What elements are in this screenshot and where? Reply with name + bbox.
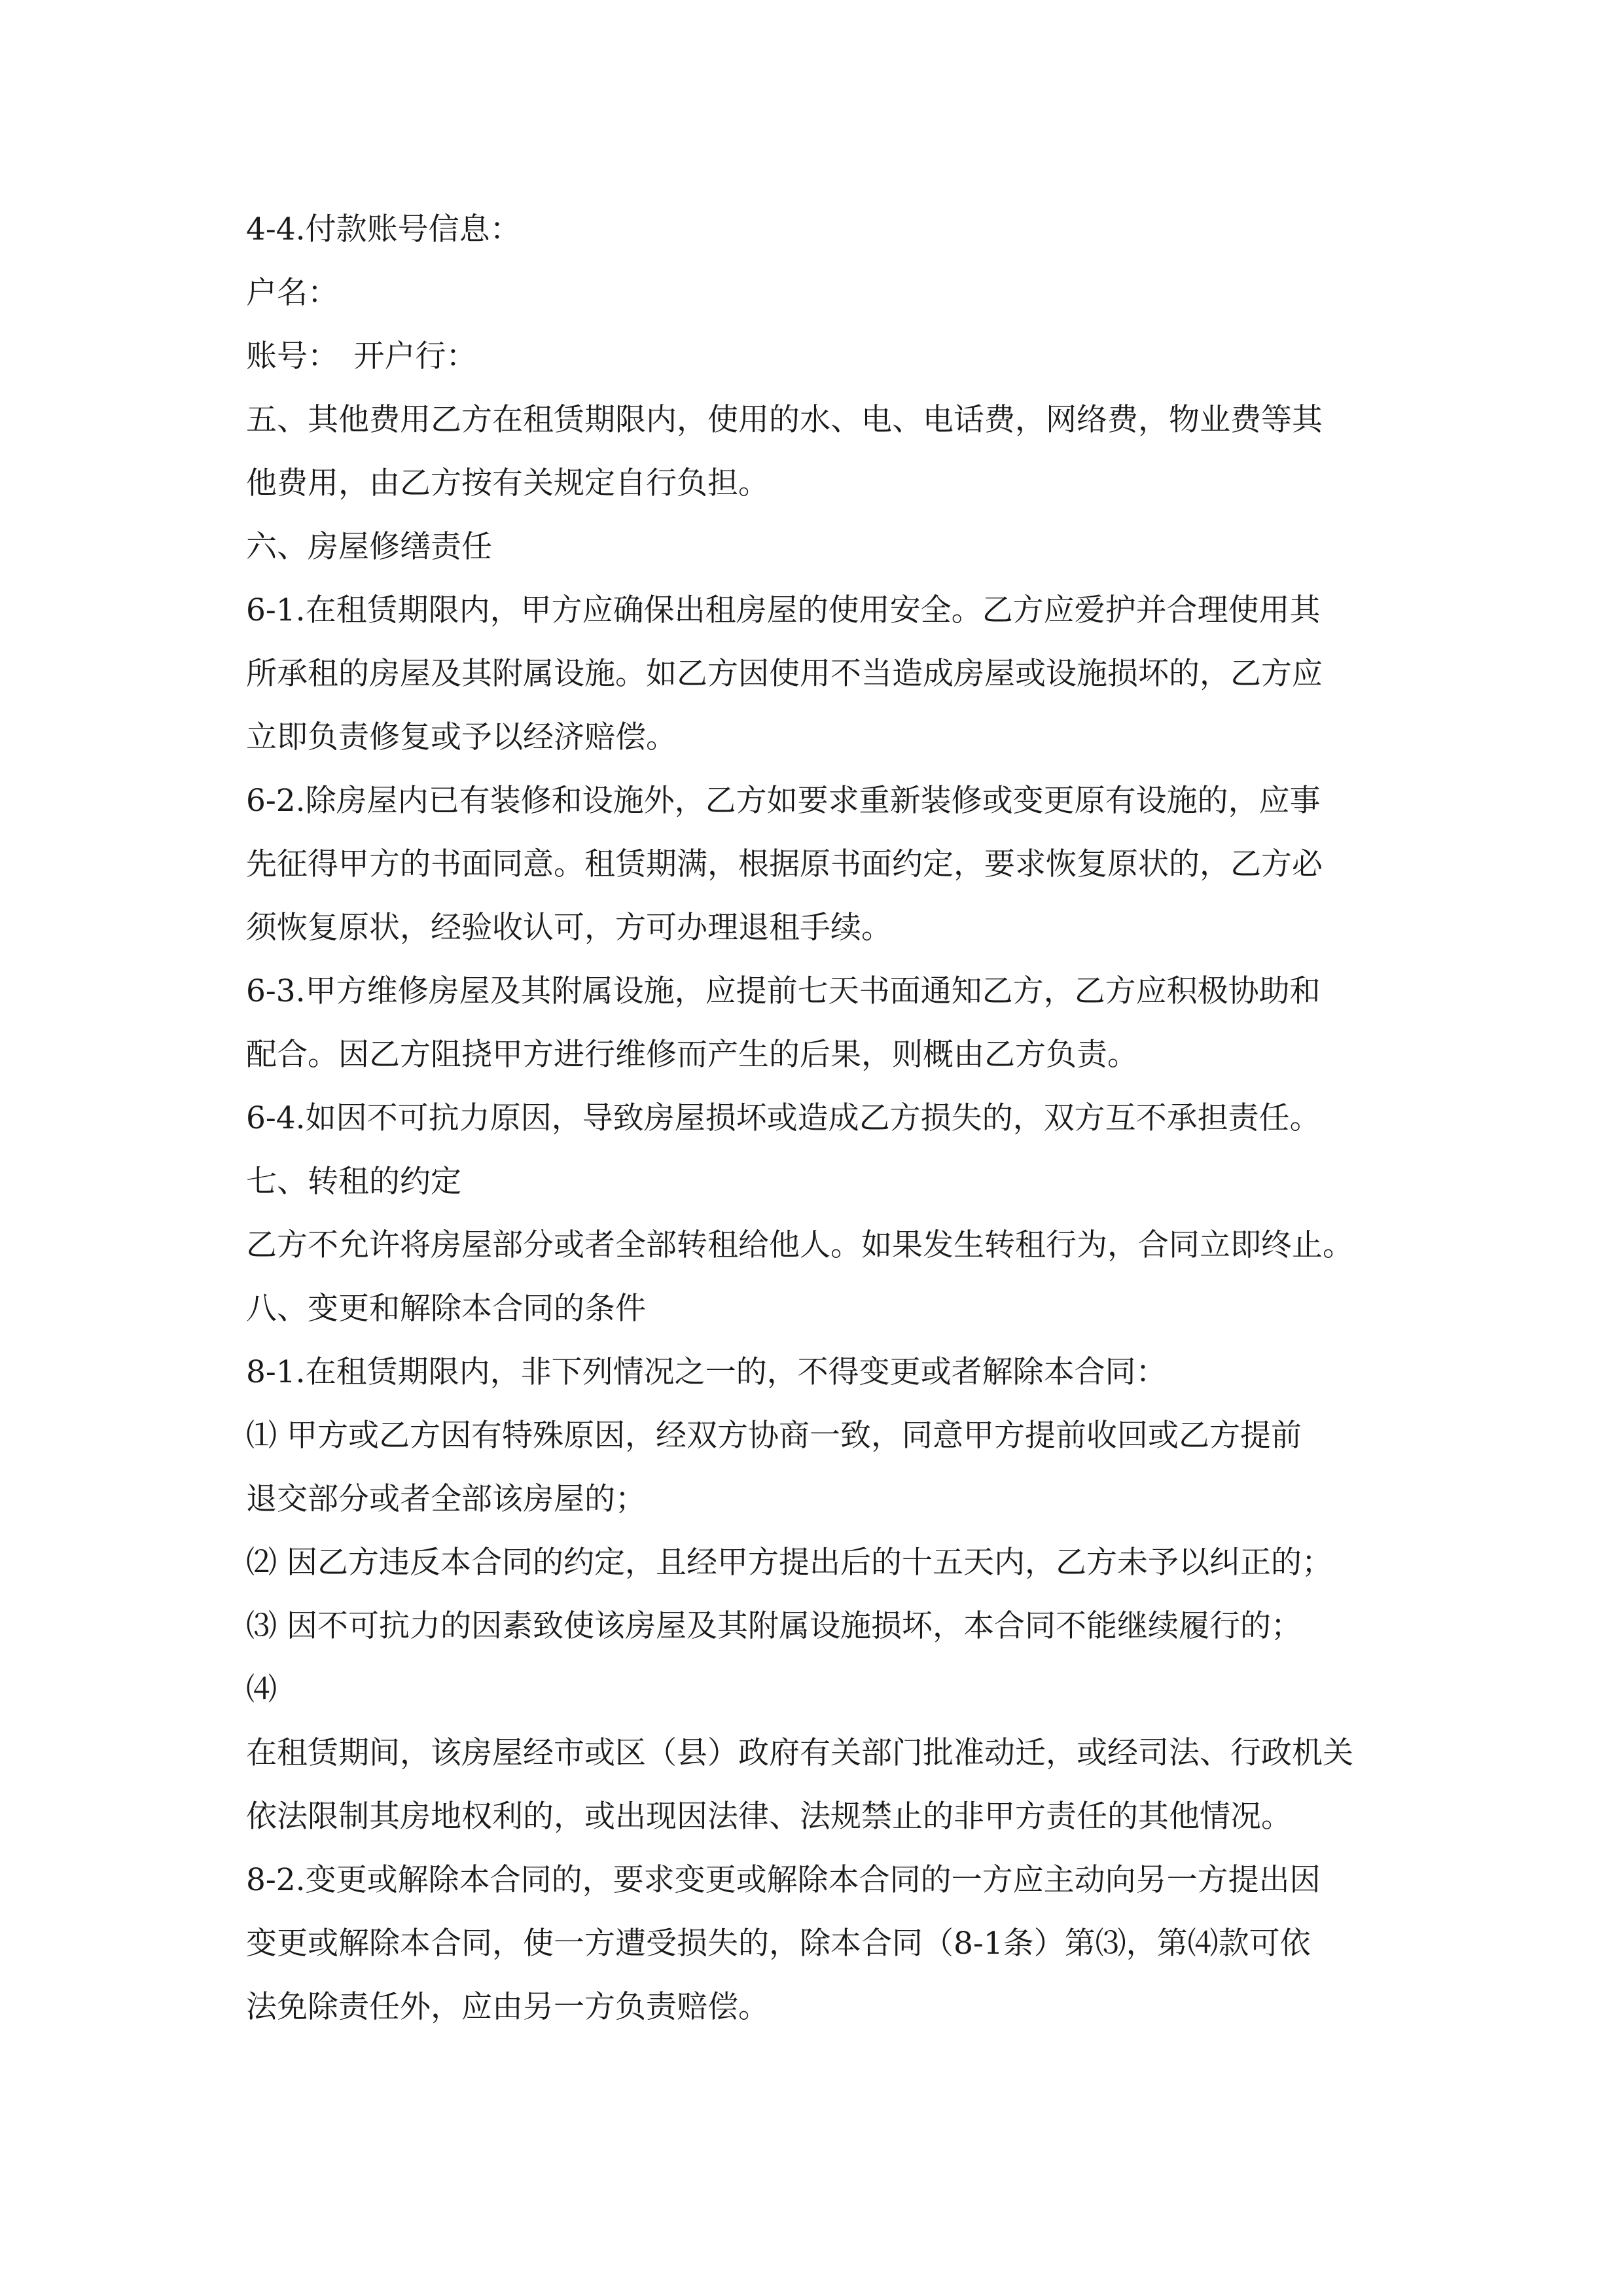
text-line: 先征得甲方的书面同意。租赁期满，根据原书面约定，要求恢复原状的，乙方必 (246, 846, 1323, 882)
text-line: 立即负责修复或予以经济赔偿。 (246, 719, 677, 755)
text-line: 4-4.付款账号信息： (246, 211, 521, 247)
text-line: ⑴ 甲方或乙方因有特殊原因，经双方协商一致，同意甲方提前收回或乙方提前 (246, 1418, 1302, 1454)
text-line: 8-2.变更或解除本合同的，要求变更或解除本合同的一方应主动向另一方提出因 (246, 1862, 1321, 1898)
text-line: 6-2.除房屋内已有装修和设施外，乙方如要求重新装修或变更原有设施的，应事 (246, 783, 1321, 819)
text-line: 依法限制其房地权利的，或出现因法律、法规禁止的非甲方责任的其他情况。 (246, 1799, 1292, 1835)
text-line: 6-1.在租赁期限内，甲方应确保出租房屋的使用安全。乙方应爱护并合理使用其 (246, 592, 1321, 628)
text-line: 变更或解除本合同，使一方遭受损失的，除本合同（8-1条）第⑶，第⑷款可依 (246, 1926, 1311, 1962)
text-line: 退交部分或者全部该房屋的； (246, 1481, 646, 1517)
section-heading: 八、变更和解除本合同的条件 (246, 1291, 646, 1327)
text-line: ⑷ (246, 1672, 277, 1708)
text-line: ⑵ 因乙方违反本合同的约定，且经甲方提出后的十五天内，乙方未予以纠正的； (246, 1545, 1332, 1581)
text-line: 配合。因乙方阻挠甲方进行维修而产生的后果，则概由乙方负责。 (246, 1037, 1138, 1073)
text-line: 账号： 开户行： (246, 338, 477, 374)
text-line: 五、其他费用乙方在租赁期限内，使用的水、电、电话费，网络费，物业费等其 (246, 402, 1323, 438)
text-line: 法免除责任外，应由另一方负责赔偿。 (246, 1989, 769, 2025)
text-line: 须恢复原状，经验收认可，方可办理退租手续。 (246, 910, 892, 946)
text-line: 在租赁期间，该房屋经市或区（县）政府有关部门批准动迁，或经司法、行政机关 (246, 1735, 1353, 1771)
text-line: 乙方不允许将房屋部分或者全部转租给他人。如果发生转租行为，合同立即终止。 (246, 1227, 1353, 1263)
section-heading: 六、房屋修缮责任 (246, 529, 492, 565)
document-body (246, 198, 1398, 2039)
text-line: 6-4.如因不可抗力原因，导致房屋损坏或造成乙方损失的，双方互不承担责任。 (246, 1100, 1321, 1136)
text-line: 所承租的房屋及其附属设施。如乙方因使用不当造成房屋或设施损坏的，乙方应 (246, 656, 1323, 692)
text-line: 6-3.甲方维修房屋及其附属设施，应提前七天书面通知乙方，乙方应积极协助和 (246, 973, 1321, 1009)
section-heading: 七、转租的约定 (246, 1164, 461, 1200)
text-line: 户名： (246, 275, 338, 311)
text-line: 8-1.在租赁期限内，非下列情况之一的，不得变更或者解除本合同： (246, 1354, 1167, 1390)
text-line: ⑶ 因不可抗力的因素致使该房屋及其附属设施损坏，本合同不能继续履行的； (246, 1608, 1302, 1644)
text-line: 他费用，由乙方按有关规定自行负担。 (246, 465, 769, 501)
